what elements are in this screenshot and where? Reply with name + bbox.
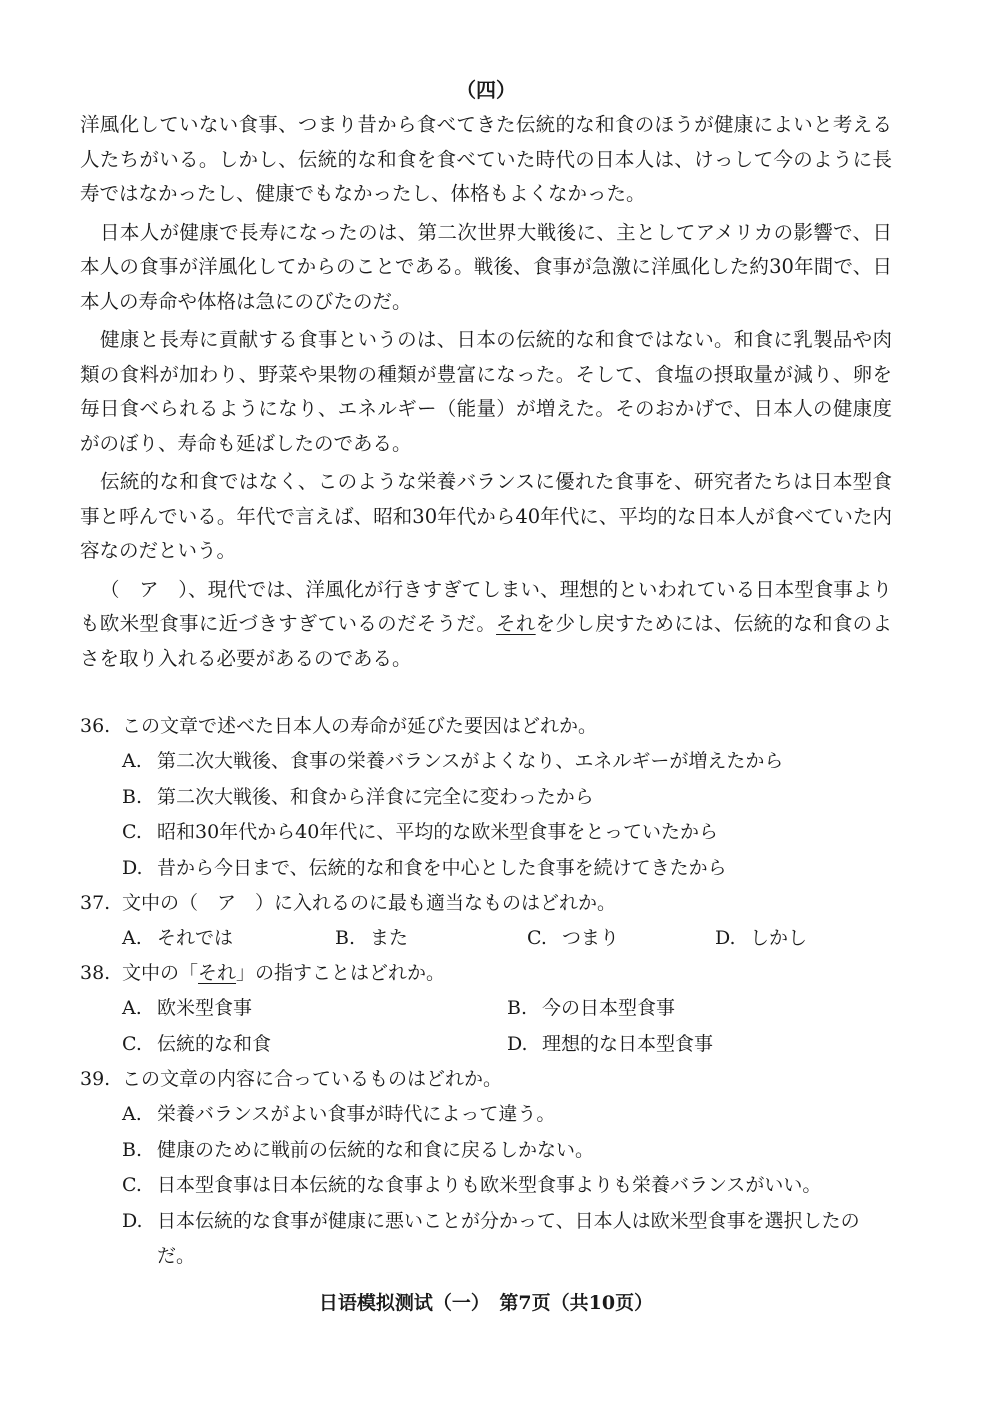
option-text: 昭和30年代から40年代に、平均的な欧米型食事をとっていたから [157,821,718,843]
question-list [80,709,892,1275]
option-d [122,1204,892,1275]
option-text: しかし [750,927,808,949]
option-a [122,1097,892,1133]
option-letter: A. [122,927,142,949]
paragraph-5-text-a: （ ア ）、現代では、洋風化が行きすぎてしまい、理想的といわれている日本型食事よりも欧米型食事に近づきすぎているのだそうだ。 [80,577,892,635]
option-text: 日本型食事は日本伝統的な食事よりも欧米型食事よりも栄養バランスがいい。 [157,1174,822,1196]
option-text: それでは [157,927,234,949]
paragraph-5-text-b: を少し戻すためには、伝統的な和食のよさを取り入れる必要があるのである。 [80,612,892,670]
underlined-sore: それ [496,612,536,635]
option-text: 今の日本型食事 [542,997,676,1019]
option-letter: D. [122,856,143,879]
reading-passage [80,108,892,680]
option-b [335,921,527,956]
option-letter: C. [122,1174,142,1196]
passage-paragraph-1: 洋風化していない食事、つまり昔から食べてきた伝統的な和食のほうが健康によいと考える人たちがいる。しかし、伝統的な和食を食べていた時代の日本人は、けっして今のように長寿ではなかったし、健康でもなかったし、体格もよくなかった。 [80,113,892,205]
question-number: 37. [80,892,111,914]
option-c [122,815,892,851]
option-letter: A. [122,997,142,1019]
option-text: 伝統的な和食 [157,1032,272,1055]
option-b [122,1133,892,1169]
option-letter: C. [527,927,547,949]
option-letter: A. [122,750,142,772]
stem-text-a: 文中の「 [122,962,199,984]
underlined-sore: それ [198,962,237,984]
option-d [715,921,807,956]
option-letter: C. [122,821,142,843]
question-37 [80,886,892,956]
option-letter: B. [507,997,528,1019]
question-number: 39. [80,1068,111,1090]
page-footer: 日语模拟测试（一） 第7页（共10页） [318,1292,654,1314]
option-text: 第二次大戦後、食事の栄養バランスがよくなり、エネルギーが増えたから [157,750,784,772]
passage-paragraph-5 [80,573,892,677]
option-letter: D. [122,1209,143,1232]
question-number: 36. [80,715,111,737]
option-a [122,744,892,780]
option-a [122,991,507,1027]
passage-paragraph-3: 健康と長寿に貢献する食事というのは、日本の伝統的な和食ではない。和食に乳製品や肉類の食料が加わり、野菜や果物の種類が豊富になった。そして、食塩の摂取量が減り、卵を毎日食べられるようになり、エネルギー（能量）が増えた。そのおかげで、日本人の健康度がのぼり、寿命も延ばしたのである。 [80,328,892,455]
option-a [122,921,335,956]
question-stem: この文章の内容に合っているものはどれか。 [122,1068,503,1090]
option-text: 欧米型食事 [157,997,253,1019]
option-b [507,991,892,1027]
question-stem [122,956,445,991]
option-text: 理想的な日本型食事 [542,1032,714,1055]
option-text: また [370,927,409,949]
option-c [527,921,715,956]
option-letter: D. [507,1032,528,1055]
option-letter: B. [122,1138,143,1161]
option-text: 健康のために戦前の伝統的な和食に戻るしかない。 [157,1138,595,1161]
option-c [122,1027,507,1063]
option-text: 日本伝統的な食事が健康に悪いことが分かって、日本人は欧米型食事を選択したのだ。 [157,1209,860,1267]
passage-paragraph-2: 日本人が健康で長寿になったのは、第二次世界大戦後に、主としてアメリカの影響で、日本人の食事が洋風化してからのことである。戦後、食事が急激に洋風化した約30年間で、日本人の寿命や体格は急にのびたのだ。 [80,220,892,313]
option-d [507,1027,892,1063]
option-letter: C. [122,1032,142,1055]
section-title: （四） [456,78,516,102]
question-36 [80,709,892,886]
option-letter: D. [715,927,736,949]
stem-text-b: 」の指すことはどれか。 [236,962,446,984]
option-letter: B. [122,785,143,808]
option-c [122,1168,892,1204]
passage-paragraph-4: 伝統的な和食ではなく、このような栄養バランスに優れた食事を、研究者たちは日本型食事と呼んでいる。年代で言えば、昭和30年代から40年代に、平均的な日本人が食べていた内容なのだという。 [80,470,892,562]
option-d [122,851,892,887]
option-text: 栄養バランスがよい食事が時代によって違う。 [157,1103,556,1125]
option-letter: B. [335,927,356,949]
option-text: 第二次大戦後、和食から洋食に完全に変わったから [157,785,594,808]
question-stem: 文中の（ ア ）に入れるのに最も適当なものはどれか。 [122,892,617,914]
question-39 [80,1062,892,1275]
question-number: 38. [80,962,111,984]
question-38 [80,956,892,1062]
option-letter: A. [122,1103,142,1125]
option-text: つまり [562,927,620,949]
option-text: 昔から今日まで、伝統的な和食を中心とした食事を続けてきたから [157,856,727,879]
option-b [122,780,892,816]
question-stem: この文章で述べた日本人の寿命が延びた要因はどれか。 [122,715,598,737]
